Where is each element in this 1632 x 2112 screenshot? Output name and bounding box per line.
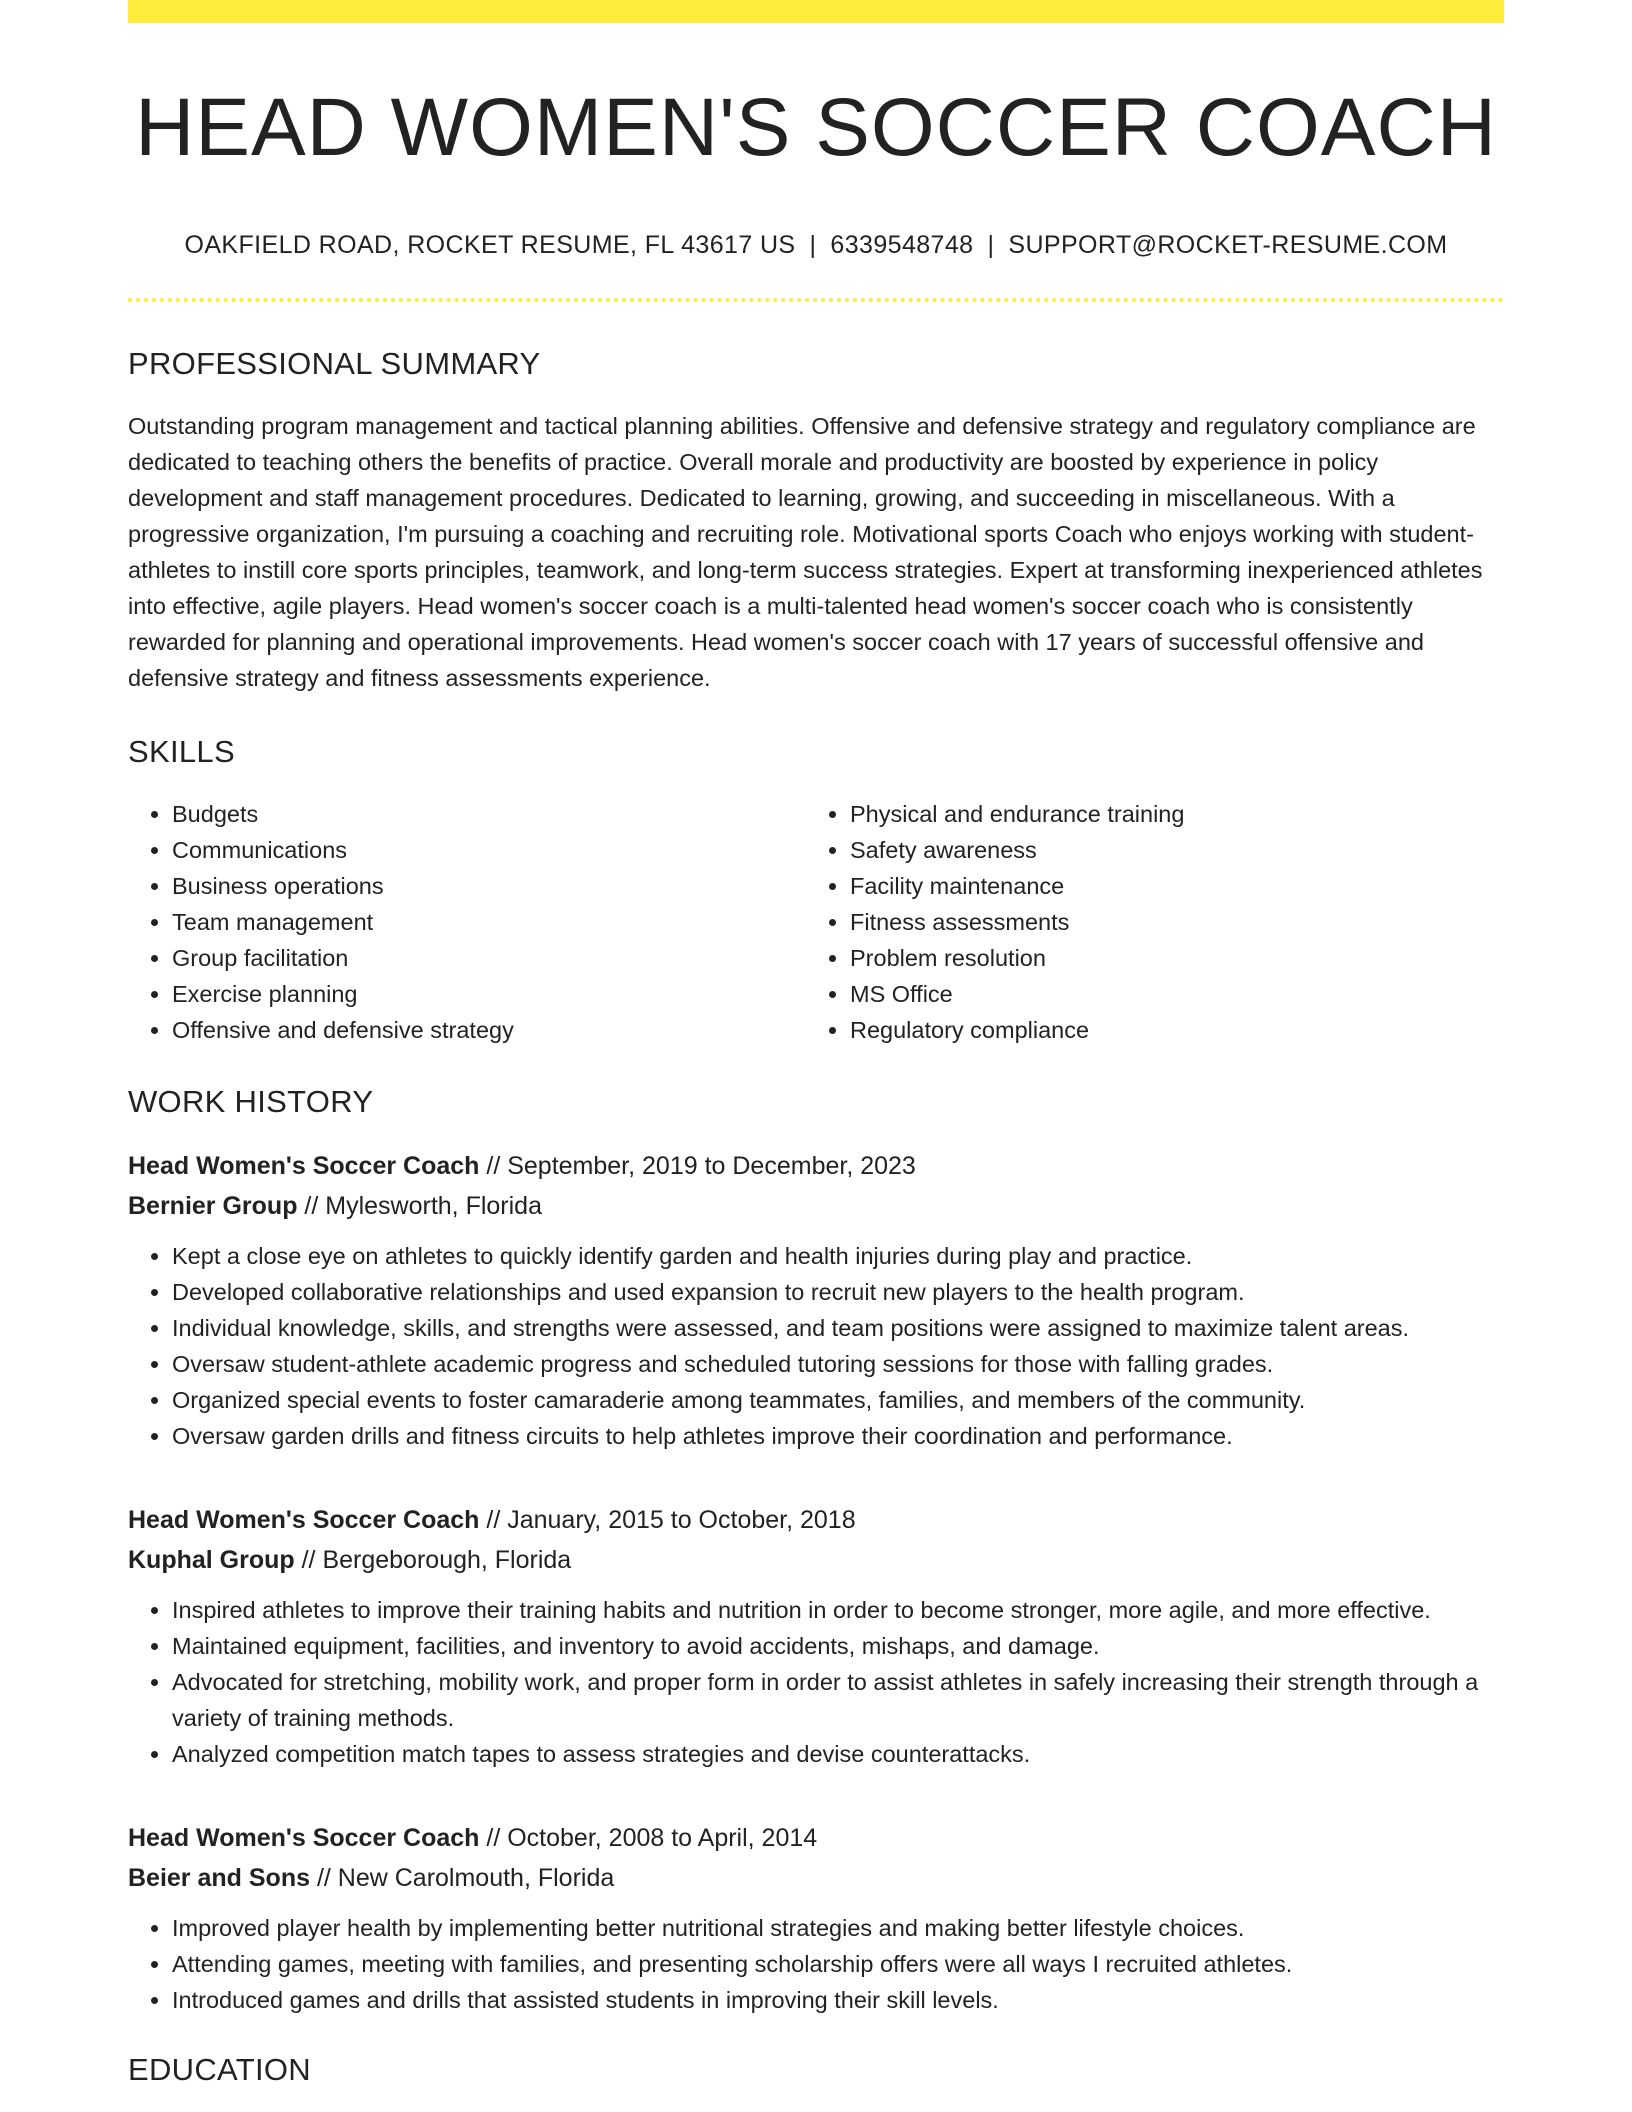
job-location: // Mylesworth, Florida	[297, 1192, 542, 1220]
job-bullet: • Attending games, meeting with families, and presenting scholarship offers were all ways I recruited athletes.	[172, 1946, 1504, 1982]
job-bullet: • Maintained equipment, facilities, and inventory to avoid accidents, mishaps, and damage.	[172, 1628, 1504, 1664]
contact-line	[128, 231, 1504, 260]
resume-page	[128, 0, 1504, 2088]
top-accent-bar	[128, 0, 1504, 23]
job-dates: // October, 2008 to April, 2014	[479, 1824, 818, 1852]
section-heading-skills: SKILLS	[128, 734, 235, 769]
job-location: // New Carolmouth, Florida	[310, 1864, 615, 1892]
header-divider	[128, 298, 1504, 302]
job-company-line	[128, 1858, 1504, 1898]
job-dates: // September, 2019 to December, 2023	[479, 1152, 916, 1180]
contact-address: OAKFIELD ROAD, ROCKET RESUME, FL 43617 US	[184, 231, 796, 259]
job-bullet: • Kept a close eye on athletes to quickly identify garden and health injuries during play and practice.	[172, 1238, 1504, 1274]
skill-item: • Team management	[172, 904, 806, 940]
job-title-line	[128, 1146, 1504, 1186]
job-bullet: • Introduced games and drills that assisted students in improving their skill levels.	[172, 1982, 1504, 2018]
job-company: Beier and Sons	[128, 1864, 310, 1892]
job-title-line	[128, 1818, 1504, 1858]
skill-item: • Business operations	[172, 868, 806, 904]
skill-item: • Budgets	[172, 796, 806, 832]
contact-phone: 6339548748	[830, 231, 974, 259]
job-bullets	[128, 1592, 1504, 1772]
skill-item: • MS Office	[850, 976, 1484, 1012]
job-bullet: • Organized special events to foster camaraderie among teammates, families, and members of the community.	[172, 1382, 1504, 1418]
skills-columns	[128, 796, 1504, 1048]
work-history-section	[128, 1084, 1504, 2018]
skills-list-right	[806, 796, 1484, 1048]
section-heading-education: EDUCATION	[128, 2052, 311, 2087]
summary-text: Outstanding program management and tactical planning abilities. Offensive and defensive strategy and regulatory compliance are dedicated to teaching others the benefits of practice. Overall morale and productivity are boosted by experience in policy development and staff management procedures. Dedicated to learning, growing, and succeeding in miscellaneous. With a progressive organization, I'm pursuing a coaching and recruiting role. Motivational sports Coach who enjoys working with student-athletes to instill core sports principles, teamwork, and long-term success strategies. Expert at transforming inexperienced athletes into effective, agile players. Head women's soccer coach is a multi-talented head women's soccer coach who is consistently rewarded for planning and operational improvements. Head women's soccer coach with 17 years of successful offensive and defensive strategy and fitness assessments experience.	[128, 413, 1483, 691]
job-bullet: • Inspired athletes to improve their training habits and nutrition in order to become stronger, more agile, and more effective.	[172, 1592, 1504, 1628]
job-company: Bernier Group	[128, 1192, 298, 1220]
skills-list-left	[128, 796, 806, 1048]
contact-email: SUPPORT@ROCKET-RESUME.COM	[1008, 231, 1448, 259]
job-bullet: • Advocated for stretching, mobility work, and proper form in order to assist athletes in safely increasing their strength through a variety of training methods.	[172, 1664, 1504, 1736]
job-company-line	[128, 1186, 1504, 1226]
job-bullet: • Analyzed competition match tapes to assess strategies and devise counterattacks.	[172, 1736, 1504, 1772]
skill-item: • Facility maintenance	[850, 868, 1484, 904]
job-bullet: • Oversaw student-athlete academic progress and scheduled tutoring sessions for those with falling grades.	[172, 1346, 1504, 1382]
skill-item: • Physical and endurance training	[850, 796, 1484, 832]
skill-item: • Fitness assessments	[850, 904, 1484, 940]
job-entry	[128, 1818, 1504, 2018]
job-company: Kuphal Group	[128, 1546, 295, 1574]
job-title: Head Women's Soccer Coach	[128, 1824, 480, 1852]
education-section	[128, 2052, 1504, 2088]
professional-summary-section	[128, 346, 1504, 696]
skill-item: • Group facilitation	[172, 940, 806, 976]
job-title-line	[128, 1500, 1504, 1540]
job-bullet: • Improved player health by implementing better nutritional strategies and making better lifestyle choices.	[172, 1910, 1504, 1946]
job-bullet: • Individual knowledge, skills, and strengths were assessed, and team positions were assigned to maximize talent areas.	[172, 1310, 1504, 1346]
job-bullet: • Oversaw garden drills and fitness circuits to help athletes improve their coordination and performance.	[172, 1418, 1504, 1454]
job-list	[128, 1146, 1504, 2018]
job-entry	[128, 1146, 1504, 1454]
skill-item: • Safety awareness	[850, 832, 1484, 868]
contact-separator: |	[987, 231, 995, 259]
skill-item: • Offensive and defensive strategy	[172, 1012, 806, 1048]
job-bullets	[128, 1238, 1504, 1454]
job-location: // Bergeborough, Florida	[294, 1546, 572, 1574]
job-title: Head Women's Soccer Coach	[128, 1152, 480, 1180]
skill-item: • Exercise planning	[172, 976, 806, 1012]
job-bullets	[128, 1910, 1504, 2018]
section-heading-summary: PROFESSIONAL SUMMARY	[128, 346, 541, 381]
job-bullet: • Developed collaborative relationships and used expansion to recruit new players to the health program.	[172, 1274, 1504, 1310]
resume-name: HEAD WOMEN'S SOCCER COACH	[135, 82, 1497, 173]
job-dates: // January, 2015 to October, 2018	[479, 1506, 856, 1534]
skill-item: • Problem resolution	[850, 940, 1484, 976]
skill-item: • Regulatory compliance	[850, 1012, 1484, 1048]
skill-item: • Communications	[172, 832, 806, 868]
section-heading-work: WORK HISTORY	[128, 1084, 374, 1119]
job-company-line	[128, 1540, 1504, 1580]
job-title: Head Women's Soccer Coach	[128, 1506, 480, 1534]
skills-section	[128, 734, 1504, 1048]
contact-separator: |	[809, 231, 817, 259]
job-entry	[128, 1500, 1504, 1772]
